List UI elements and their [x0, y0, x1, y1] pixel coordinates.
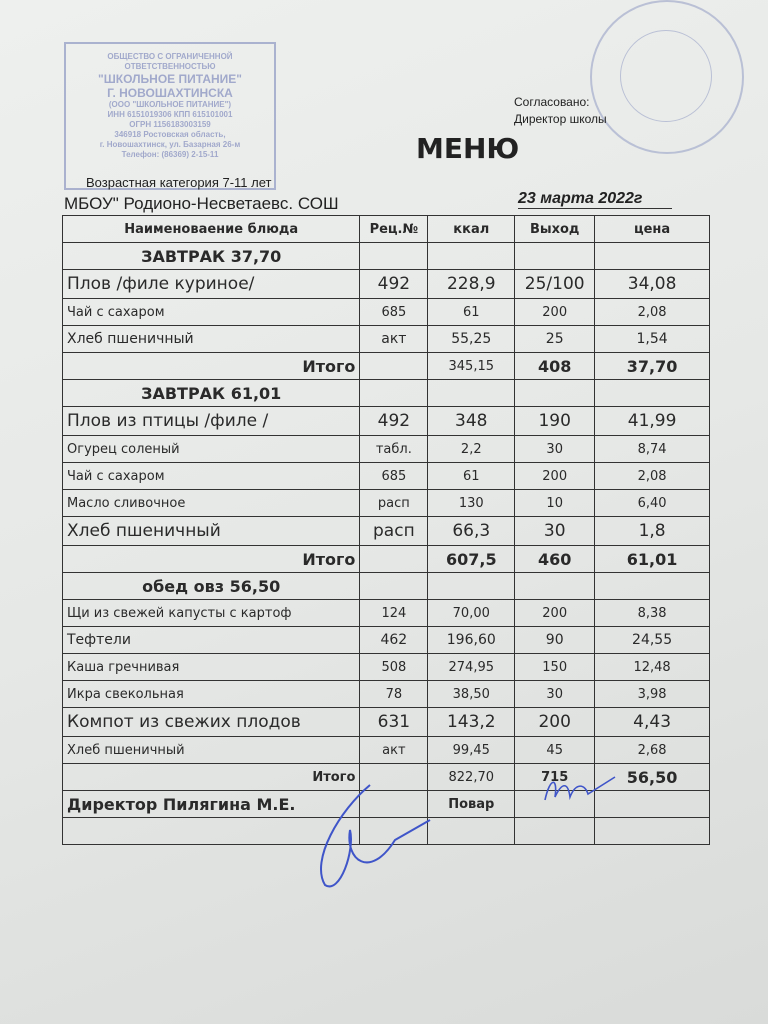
table-row — [63, 270, 710, 299]
table-row — [63, 299, 710, 326]
portion: 45 — [515, 737, 595, 764]
portion: 90 — [515, 627, 595, 654]
portion: 30 — [515, 681, 595, 708]
price: 4,43 — [595, 708, 710, 737]
table-row — [63, 600, 710, 627]
kcal — [428, 573, 515, 600]
kcal: 38,50 — [428, 681, 515, 708]
portion: 25/100 — [515, 270, 595, 299]
kcal: 2,2 — [428, 436, 515, 463]
recipe-no — [360, 546, 428, 573]
dish-name: Итого — [63, 764, 360, 791]
kcal: 130 — [428, 490, 515, 517]
recipe-no: акт — [360, 737, 428, 764]
dish-name: Чай с сахаром — [63, 299, 360, 326]
kcal: 143,2 — [428, 708, 515, 737]
menu-table — [62, 215, 710, 845]
kcal: 348 — [428, 407, 515, 436]
stamp-line: ОТВЕТСТВЕННОСТЬЮ — [124, 62, 216, 71]
price: 41,99 — [595, 407, 710, 436]
price: 2,68 — [595, 737, 710, 764]
kcal: 66,3 — [428, 517, 515, 546]
portion: 200 — [515, 463, 595, 490]
price: 8,38 — [595, 600, 710, 627]
dish-name: Чай с сахаром — [63, 463, 360, 490]
recipe-no — [360, 243, 428, 270]
dish-name: Наименоваение блюда — [63, 216, 360, 243]
kcal: 61 — [428, 463, 515, 490]
kcal — [428, 818, 515, 845]
stamp-line: г. Новошахтинск, ул. Базарная 26-м — [99, 140, 241, 149]
portion: 30 — [515, 517, 595, 546]
table-row — [63, 326, 710, 353]
dish-name: Плов /филе куриное/ — [63, 270, 360, 299]
recipe-no: 685 — [360, 463, 428, 490]
dish-name: Хлеб пшеничный — [63, 517, 360, 546]
price — [595, 243, 710, 270]
price: 34,08 — [595, 270, 710, 299]
price: 12,48 — [595, 654, 710, 681]
dish-name: Масло сливочное — [63, 490, 360, 517]
portion — [515, 243, 595, 270]
price: 1,8 — [595, 517, 710, 546]
section-header — [63, 573, 710, 600]
dish-name: Щи из свежей капусты с картоф — [63, 600, 360, 627]
kcal — [428, 243, 515, 270]
table-row — [63, 436, 710, 463]
recipe-no: расп — [360, 490, 428, 517]
section-title: обед овз 56,50 — [63, 573, 360, 600]
recipe-no: 492 — [360, 407, 428, 436]
price — [595, 573, 710, 600]
recipe-no: Рец.№ — [360, 216, 428, 243]
portion: Выход — [515, 216, 595, 243]
table-row — [63, 407, 710, 436]
director-name: Директор Пилягина М.Е. — [63, 791, 360, 818]
dish-name: Плов из птицы /филе / — [63, 407, 360, 436]
table-row — [63, 708, 710, 737]
price: 2,08 — [595, 299, 710, 326]
menu-date: 23 марта 2022г — [518, 190, 672, 209]
recipe-no: 508 — [360, 654, 428, 681]
kcal: 70,00 — [428, 600, 515, 627]
dish-name: Итого — [63, 353, 360, 380]
price: 24,55 — [595, 627, 710, 654]
price: 56,50 — [595, 764, 710, 791]
recipe-no — [360, 380, 428, 407]
recipe-no: расп — [360, 517, 428, 546]
price: 2,08 — [595, 463, 710, 490]
dish-name: Икра свекольная — [63, 681, 360, 708]
stamp-line: "ШКОЛЬНОЕ ПИТАНИЕ" — [98, 72, 242, 86]
stamp-line: ОГРН 1156183003159 — [129, 120, 211, 129]
recipe-no — [360, 573, 428, 600]
price: 1,54 — [595, 326, 710, 353]
director-signature — [300, 770, 440, 900]
table-row — [63, 490, 710, 517]
portion — [515, 380, 595, 407]
portion — [515, 573, 595, 600]
stamp-line: 346918 Ростовская область, — [114, 130, 226, 139]
recipe-no: 124 — [360, 600, 428, 627]
total-row — [63, 546, 710, 573]
portion: 25 — [515, 326, 595, 353]
company-stamp — [64, 42, 276, 190]
portion: 715 — [515, 764, 595, 791]
price: 8,74 — [595, 436, 710, 463]
recipe-no: акт — [360, 326, 428, 353]
price: 6,40 — [595, 490, 710, 517]
stamp-line: ИНН 6151019306 КПП 615101001 — [107, 110, 233, 119]
school-name: МБОУ" Родионо-Несветаевс. СОШ — [64, 194, 339, 213]
table-row — [63, 681, 710, 708]
portion: 30 — [515, 436, 595, 463]
portion: 190 — [515, 407, 595, 436]
cook-label: Повар — [428, 791, 515, 818]
page-title: МЕНЮ — [416, 132, 520, 165]
recipe-no: 492 — [360, 270, 428, 299]
price — [595, 818, 710, 845]
dish-name: Огурец соленый — [63, 436, 360, 463]
dish-name: Итого — [63, 546, 360, 573]
section-title: ЗАВТРАК 61,01 — [63, 380, 360, 407]
section-header — [63, 380, 710, 407]
dish-name: Каша гречнивая — [63, 654, 360, 681]
stamp-line: ОБЩЕСТВО С ОГРАНИЧЕННОЙ — [107, 52, 233, 61]
table-row — [63, 737, 710, 764]
portion — [515, 818, 595, 845]
price — [595, 380, 710, 407]
kcal: 99,45 — [428, 737, 515, 764]
price: 3,98 — [595, 681, 710, 708]
stamp-line: (ООО "ШКОЛЬНОЕ ПИТАНИЕ") — [108, 100, 232, 109]
kcal: 228,9 — [428, 270, 515, 299]
table-row — [63, 627, 710, 654]
kcal: 607,5 — [428, 546, 515, 573]
price: цена — [595, 216, 710, 243]
portion: 10 — [515, 490, 595, 517]
dish-name: Компот из свежих плодов — [63, 708, 360, 737]
recipe-no: 631 — [360, 708, 428, 737]
dish-name: Хлеб пшеничный — [63, 737, 360, 764]
portion: 150 — [515, 654, 595, 681]
recipe-no — [360, 353, 428, 380]
price: 37,70 — [595, 353, 710, 380]
recipe-no: 78 — [360, 681, 428, 708]
stamp-line: Телефон: (86369) 2-15-11 — [121, 150, 219, 159]
portion: 200 — [515, 299, 595, 326]
table-row — [63, 654, 710, 681]
approved-label: Согласовано: — [514, 95, 590, 109]
kcal: ккал — [428, 216, 515, 243]
portion: 460 — [515, 546, 595, 573]
director-school-label: Директор школы — [514, 112, 607, 126]
kcal: 345,15 — [428, 353, 515, 380]
table-header — [63, 216, 710, 243]
table-row — [63, 517, 710, 546]
portion: 408 — [515, 353, 595, 380]
portion: 200 — [515, 708, 595, 737]
stamp-line: Г. НОВОШАХТИНСКА — [107, 86, 233, 100]
dish-name: Тефтели — [63, 627, 360, 654]
age-category: Возрастная категория 7-11 лет — [86, 175, 272, 190]
dish-name: Хлеб пшеничный — [63, 326, 360, 353]
total-row — [63, 353, 710, 380]
section-header — [63, 243, 710, 270]
kcal: 822,70 — [428, 764, 515, 791]
kcal: 61 — [428, 299, 515, 326]
kcal: 196,60 — [428, 627, 515, 654]
recipe-no: 685 — [360, 299, 428, 326]
section-title: ЗАВТРАК 37,70 — [63, 243, 360, 270]
portion: 200 — [515, 600, 595, 627]
recipe-no: табл. — [360, 436, 428, 463]
kcal: 55,25 — [428, 326, 515, 353]
kcal — [428, 380, 515, 407]
table-row — [63, 463, 710, 490]
kcal: 274,95 — [428, 654, 515, 681]
school-round-stamp — [590, 0, 744, 154]
recipe-no: 462 — [360, 627, 428, 654]
cook-signature — [540, 772, 620, 806]
price: 61,01 — [595, 546, 710, 573]
